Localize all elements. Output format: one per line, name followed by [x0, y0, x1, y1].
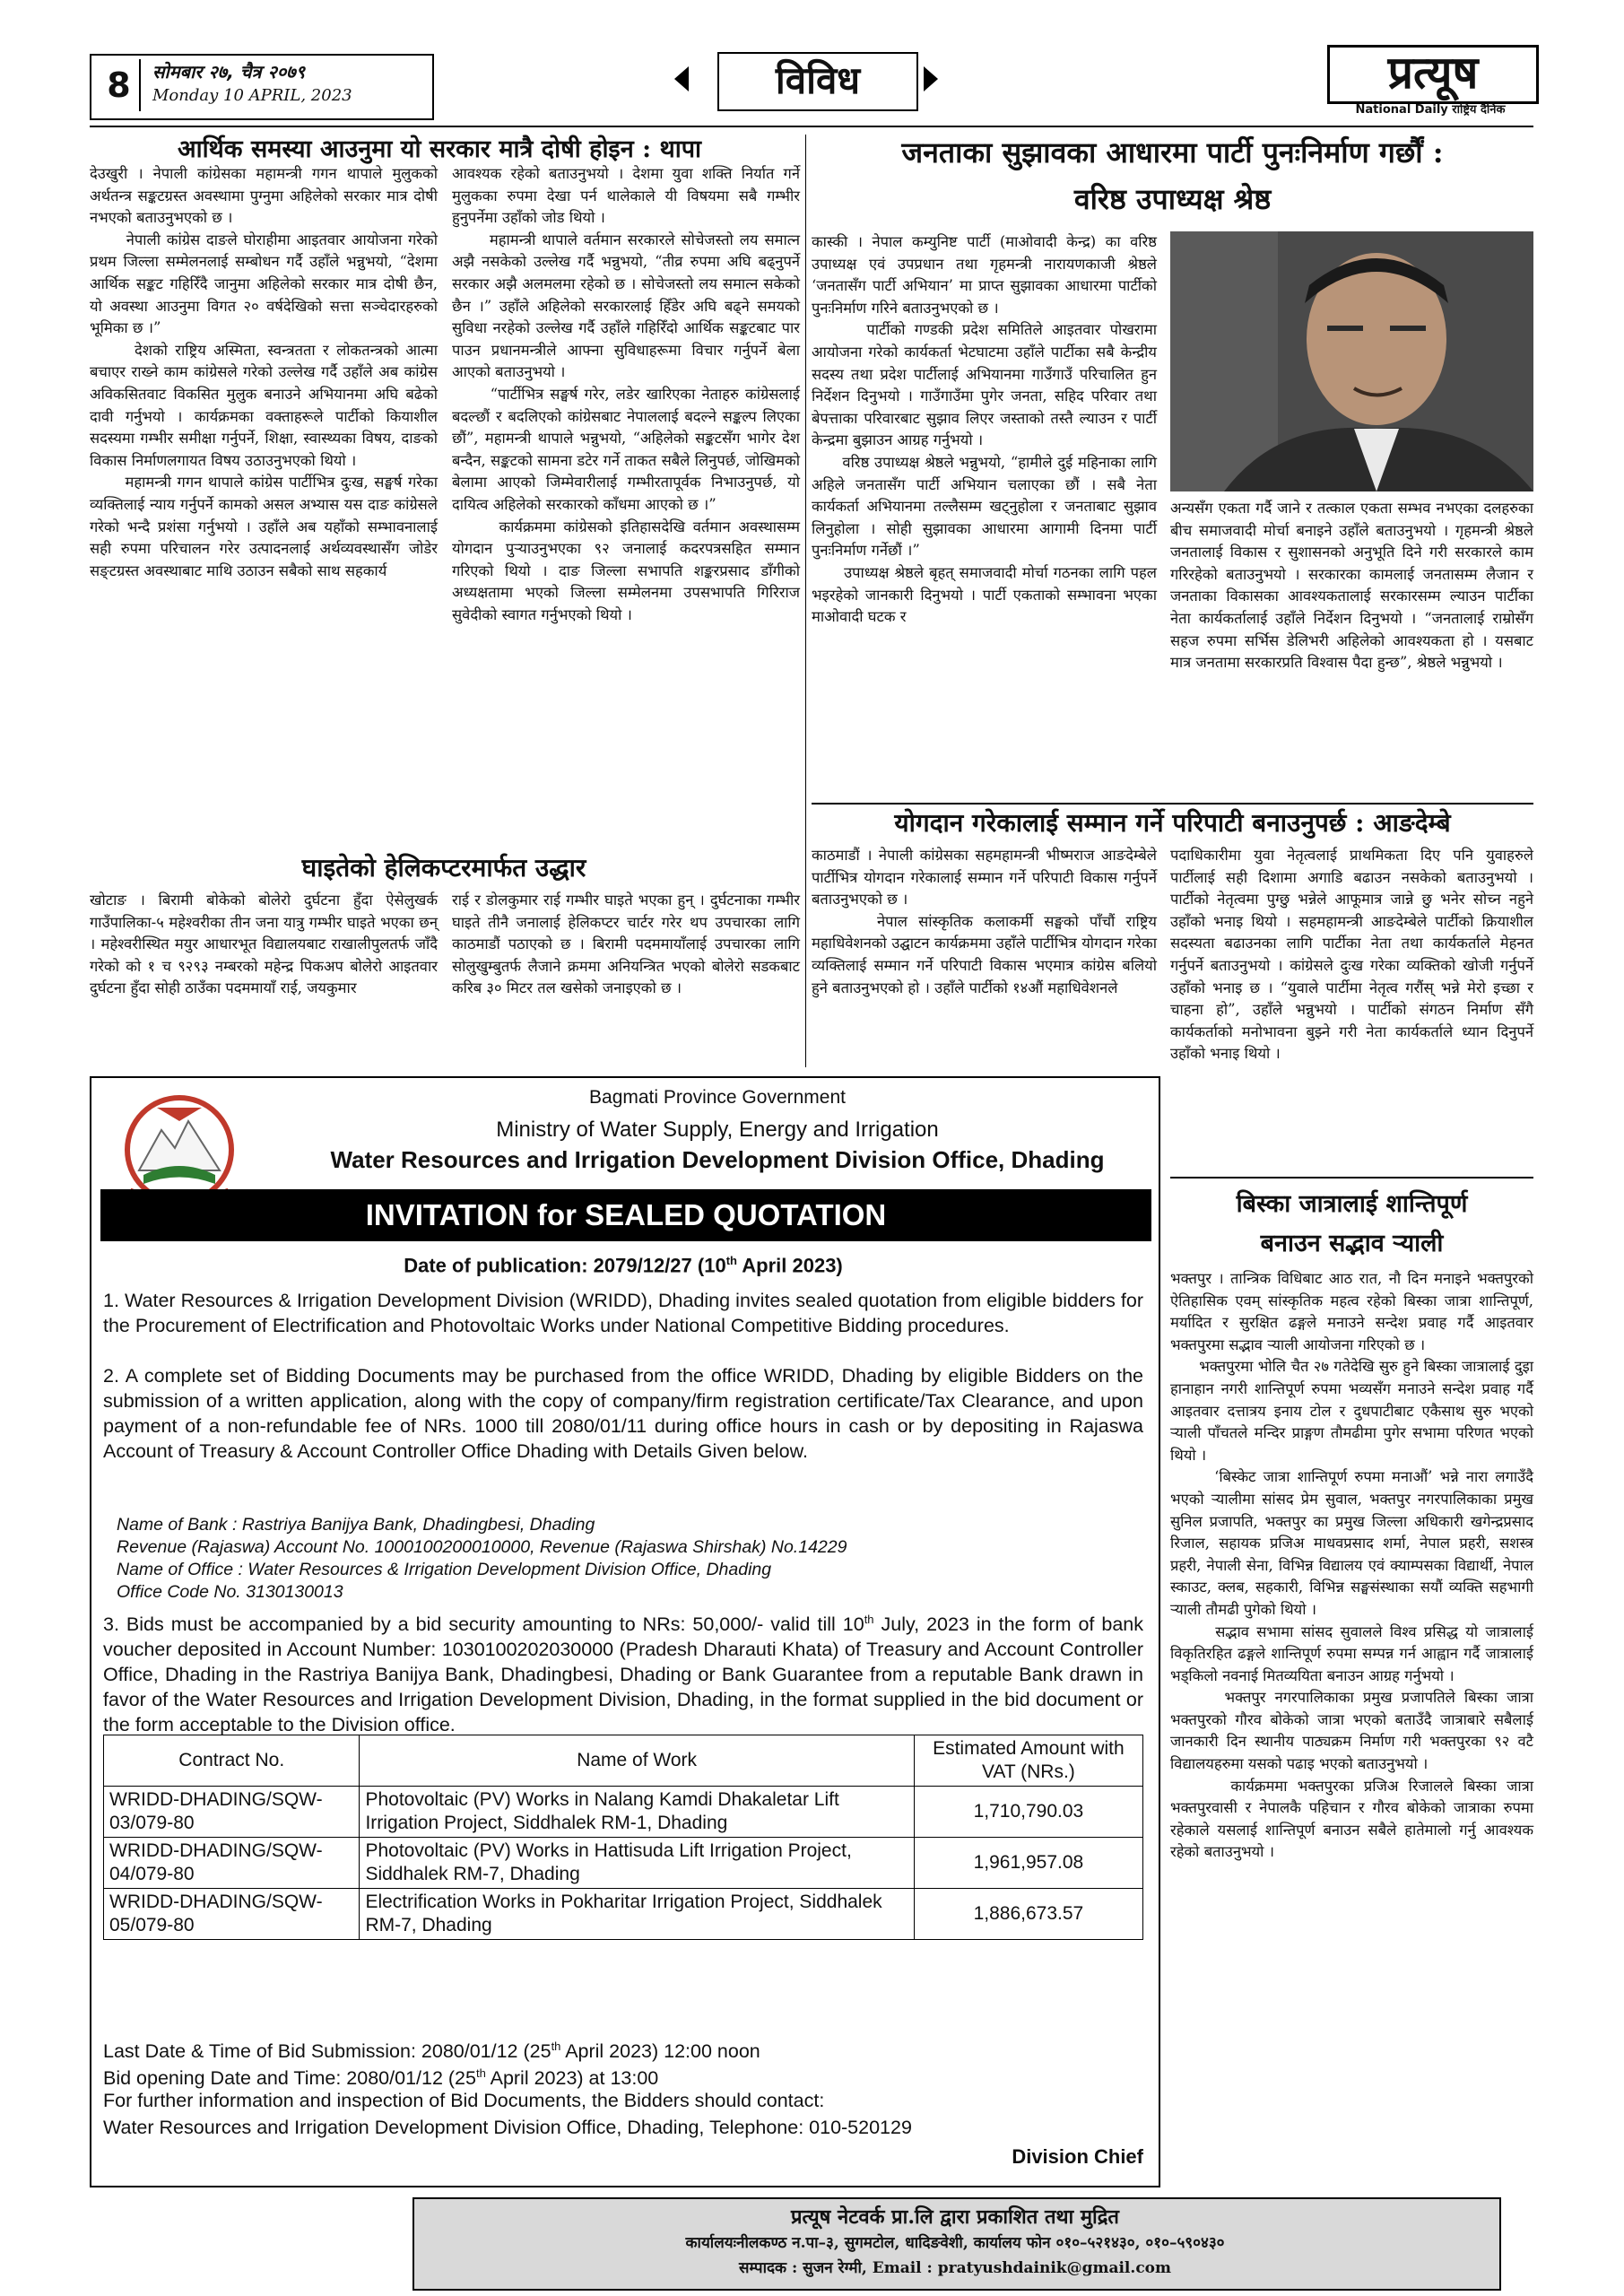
article3-headline: घाइतेको हेलिकप्टरमार्फत उद्धार — [301, 853, 586, 883]
table-header-work: Name of Work — [360, 1735, 914, 1787]
header-rule — [90, 126, 1533, 127]
article5-body: भक्तपुर । तान्त्रिक विधिबाट आठ रात, नौ दिन मनाइने भक्तपुरको ऐतिहासिक एवम् सांस्कृतिक महत्व रहेको बिस्का जात्रा शान्तिपूर्ण, मर्यादित र सुरक्षित ढङ्गले मनाउने सन्देश प्रवाह गर्दै आइतवार भक्तपुरमा सद्भाव र्‍याली आयोजना गरिएको छ । भक्तपुरमा भोलि चैत २७ गतेदेखि सुरु हुने बिस्का जात्रालाई दुइा हानाहान नगरी शान्तिपूर्ण रुपमा भव्यसँग मनाउने सन्देश प्रवाह गर्दै आइतवार दत्तात्रय इनाय टोल र दुधपाटीबाट एकैसाथ सुरु भएको र्‍याली पाँचतले मन्दिर प्राङ्गण तौमढीमा पुगेर सभामा परिणत भएको थियो । ‘बिस्केट जात्रा शान्तिपूर्ण रुपमा मनाऔं’ भन्ने नारा लगाउँदै भएको र्‍यालीमा सांसद प्रेम सुवाल, भक्तपुर नगरपालिकाका प्रमुख सुनिल प्रजापति, भक्तपुर का प्रमुख जिल्ला अधिकारी खगेन्द्रप्रसाद रिजाल, सहायक प्रजिअ माधवप्रसाद शर्मा, नेपाल प्रहरी, सशस्त्र प्रहरी, नेपाली सेना, विभिन्न विद्यालय एवं क्याम्पसका विद्यार्थी, नेपाल स्काउट, क्लब, सहकारी, विभिन्न सङ्घसंस्थाका सयौं व्यक्ति सहभागी र्‍याली तौमढी पुगेको थियो । सद्भाव सभामा सांसद सुवालले विश्व प्रसिद्ध यो जात्रालाई विकृतिरहित ढङ्गले शान्तिपूर्ण रुपमा सम्पन्न गर्न आह्वान गर्दै जात्रालाई भड्किलो नवनाई मितव्ययिता बनाउन आग्रह गर्नुभयो । भक्तपुर नगरपालिकाका प्रमुख प्रजापतिले बिस्का जात्रा भक्तपुरको गौरव बोकेको जात्रा भएको बताउँदै जात्राबारे सबैलाई जानकारी दिन स्थानीय पाठ्यक्रम निर्माण गरी भक्तपुरका ९२ वटै विद्यालयहरुमा यसको पढाइ भएको बताउनुभयो । कार्यक्रममा भक्तपुरका प्रजिअ रिजालले बिस्का जात्रा भक्तपुरवासी र नेपालकै पहिचान र गौरव बोकेको जात्राका रुपमा रहेकाले यसलाई शान्तिपूर्ण बनाउन सबैले हातेमालो गर्नु आवश्यक रहेको बताउनुभयो । — [1170, 1270, 1533, 1861]
table-header-contract: Contract No. — [104, 1735, 360, 1787]
date-english: Monday 10 APRIL, 2023 — [152, 86, 352, 105]
article1-headline: आर्थिक समस्या आउनुमा यो सरकार मात्रै दोषी होइन : थापा — [177, 135, 702, 163]
ad-paragraph-2: 2. A complete set of Bidding Documents may be purchased from the office WRIDD, Dhading by eligible Bidders on the submission of a written application, along with the copy of company/firm registration certificate/Tax Clearance, and upon payment of a non-refundable fee of NRs. 1000 till 2080/01/11 during office hours in cash or by depositing in Rajaswa Account of Treasury & Account Controller Office Dhading with Details Given below. — [103, 1365, 1143, 1462]
table-header-row — [104, 1735, 1143, 1787]
ad-contact: Water Resources and Irrigation Development Division Office, Dhading, Telephone: 010-520129 — [103, 2117, 912, 2138]
ad-office-code: Office Code No. 3130130013 — [117, 1582, 343, 1602]
article5-headline-line2: बनाउन सद्भाव र्‍याली — [1260, 1230, 1444, 1257]
newspaper-logo-subtitle: National Daily राष्ट्रिय दैनिक — [1355, 103, 1506, 117]
footer-address: कार्यालयःनीलकण्ठ न.पा–३, सुगमटोल, धादिङवेशी, कार्यालय फोन ०१०–५२१४३०, ०१०–५९०४३० — [685, 2234, 1225, 2252]
ad-ministry: Ministry of Water Supply, Energy and Irrigation — [496, 1118, 939, 1142]
date-nepali: सोमबार २७, चैत्र २०७९ — [152, 61, 306, 83]
column-divider — [805, 135, 806, 1067]
article2-bottom-rule — [812, 803, 1533, 804]
article2-headline-line2: वरिष्ठ उपाध्यक्ष श्रेष्ठ — [1073, 182, 1272, 216]
footer-publisher: प्रत्यूष नेटवर्क प्रा.लि द्वारा प्रकाशित तथा मुद्रित — [791, 2205, 1119, 2229]
section-title: विविध — [717, 52, 918, 111]
ad-paragraph-1: 1. Water Resources & Irrigation Development Division (WRIDD), Dhading invites sealed quotation from eligible bidders for the Procurement of Electrification and Photovoltaic Works under National Competitive Bidding procedures. — [103, 1290, 1143, 1336]
leader-photo — [1170, 231, 1533, 491]
right-arrow-icon — [924, 66, 938, 91]
table-row — [104, 1838, 1143, 1889]
footer-editor: सम्पादक : सुजन रेग्मी, Email : pratyushdainik@gmail.com — [739, 2259, 1171, 2277]
ad-last-submission: Last Date & Time of Bid Submission: 2080/01/12 (25th April 2023) 12:00 noon — [103, 2039, 760, 2063]
article3-column-2: राई र डोलकुमार राई गम्भीर घाइते भएका हुन् । दुर्घटनाका गम्भीर घाइते तीनै जनालाई हेलिकप्टर चार्टर गरेर थप उपचारका लागि काठमाडौं पठाएको छ । बिरामी पदममायाँलाई उपचारका लागि सोलुखुम्बुतर्फ लैजाने क्रममा अनियन्त्रित भएको बोलेरो सडकबाट करिब ३० मिटर तल खसेको जनाइएको छ । — [452, 891, 805, 997]
table-row — [104, 1889, 1143, 1940]
ad-paragraph-3: 3. Bids must be accompanied by a bid security amounting to NRs: 50,000/- valid till 10th July, 2023 in the form of bank voucher deposited in Account Number: 1030100202030000 (Pradesh Dharauti Khata) of Treasury and Account Controller Office, Dhading in the Rastriya Banijya Bank, Dhadingbesi, Dhading or Bank Guarantee from a reputable Bank drawn in favor of the Water Resources and Irrigation Development Division, Dhading, in the format supplied in the bid document or the form acceptable to the Division office. — [103, 1613, 1143, 1736]
article3-column-1: खोटाङ । बिरामी बोकेको बोलेरो दुर्घटना हुँदा ऐसेलुखर्क गाउँपालिका-५ महेश्वरीका तीन जना यात्रु गम्भीर घाइते भएका छन् । महेश्वरीस्थित मयुर आधारभूत विद्यालयबाट राखालीपुलतर्फ जाँदै गरेको को १ च ९२९३ नम्बरको महेन्द्र पिकअप बोलेरो आइतवार दुर्घटना हुँदा सोही ठाउँका पदममायाँ राई, जयकुमार — [90, 891, 443, 997]
ad-publication-date: Date of publication: 2079/12/27 (10th April 2023) — [404, 1254, 843, 1277]
work-name: Photovoltaic (PV) Works in Hattisuda Lift Irrigation Project, Siddhalek RM-7, Dhading — [360, 1838, 914, 1889]
contract-number: WRIDD-DHADING/SQW-04/079-80 — [104, 1838, 360, 1889]
page-number: 8 — [99, 59, 141, 111]
estimated-amount: 1,710,790.03 — [914, 1787, 1142, 1838]
article1-column-2: आवश्यक रहेको बताउनुभयो । देशमा युवा शक्ति निर्यात गर्ने मुलुकका रुपमा देखा पर्न थालेकाले यी विषयमा सबै गम्भीर हुनुपर्नेमा उहाँको जोड थियो । महामन्त्री थापाले वर्तमान सरकारले सोचेजस्तो लय समात्न अझै नसकेको उल्लेख गर्दै भन्नुभयो, “तीव्र रुपमा अघि बढ्नुपर्ने सरकार अझै अलमलमा रहेको छ । सोचेजस्तो लय समात्न सकेको छैन ।” उहाँले अहिलेको सरकारलाई हिँडेर अघि बढ्ने समयको सुविधा नरहेको उल्लेख गर्दै उहाँले गहिरिँदो आर्थिक सङ्कटबाट पार पाउन प्रधानमन्त्रीले आफ्ना सुविधाहरूमा विचार गर्नुपर्ने बेला आएको बताउनुभयो । “पार्टीभित्र सङ्घर्ष गरेर, लडेर खारिएका नेताहरु कांग्रेसलाई बदल्छौं र बदलिएको कांग्रेसबाट नेपाललाई बदल्ने सङ्कल्प लिएका छौं”, महामन्त्री थापाले भन्नुभयो, “अहिलेको सङ्कटसँग भागेर देश बन्दैन, सङ्कटको सामना डटेर गर्ने ताकत सबैले लिनुपर्छ, जोखिमको बेलामा आएको जिम्मेवारीलाई गम्भीरतापूर्वक निभाउनुपर्छ, यो दायित्व अहिलेको सरकारको काँधमा आएको छ ।” कार्यक्रममा कांग्रेसको इतिहासदेखि वर्तमान अवस्थासम्म योगदान पुऱ्याउनुभएका ९२ जनालाई कदरपत्रसहित सम्मान गरिएको थियो । दाङ जिल्ला सभापति शङ्करप्रसाद डाँगीको अध्यक्षतामा भएको जिल्ला सम्मेलनमा उपसभापति गिरिराज सुवेदीको स्वागत गर्नुभएको थियो । — [452, 165, 800, 623]
article5-top-rule — [1170, 1177, 1533, 1178]
estimated-amount: 1,886,673.57 — [914, 1889, 1142, 1940]
article1-column-1: देउखुरी । नेपाली कांग्रेसका महामन्त्री गगन थापाले मुलुकको अर्थतन्त्र सङ्कटग्रस्त अवस्थामा पुग्नुमा अहिलेको सरकार मात्र दोषी नभएको बताउनुभएको छ । नेपाली कांग्रेस दाङले घोराहीमा आइतवार आयोजना गरेको प्रथम जिल्ला सम्मेलनलाई सम्बोधन गर्दै उहाँले भन्नुभयो, “देशमा आर्थिक सङ्कट गहिरिँदै जानुमा अहिलेको सरकार मात्र दोषी छैन, यो अवस्था आउनुमा विगत २० वर्षदेखिको सत्ता सञ्चेदारहरुको भूमिका छ ।” देशको राष्ट्रिय अस्मिता, स्वन्त्रतता र लोकतन्त्रको आत्मा बचाएर राख्ने काम कांग्रेसले गरेको उल्लेख गर्दै उहाँले अब कांग्रेस अविकसितवाट विकसित मुलुक बनाउने अभियानमा अघि बढेको दावी गर्नुभयो । कार्यक्रमका वक्ताहरूले पार्टीको कियाशील सदस्यमा गम्भीर समीक्षा गर्नुपर्ने, शिक्षा, स्वास्थ्यका विषय, दाङको विकास निर्माणलगायत विषय उठाउनुभएको थियो । महामन्त्री गगन थापाले कांग्रेस पार्टीभित्र दुःख, सङ्घर्ष गरेका व्यक्तिलाई न्याय गर्नुपर्ने कामको असल अभ्यास यस दाङ कांग्रेसले गरेको भन्दै प्रशंसा गर्नुभयो । उहाँले अब यहाँको सम्भावनालाई सही रुपमा परिचालन गरेर उत्पादनलाई अर्थव्यवस्थासँग जोडेर सङ्टग्रस्त अवस्थाबाट माथि उठाउन सबैको साथ सहकार्य — [90, 165, 438, 579]
ad-bid-opening: Bid opening Date and Time: 2080/01/12 (25th April 2023) at 13:00 — [103, 2066, 659, 2090]
ad-banner-title: INVITATION for SEALED QUOTATION — [100, 1189, 1151, 1241]
contract-number: WRIDD-DHADING/SQW-05/079-80 — [104, 1889, 360, 1940]
article2-headline-line1: जनताका सुझावका आधारमा पार्टी पुनःनिर्माण गर्छौं : — [901, 135, 1444, 170]
ad-bank-name: Name of Bank : Rastriya Banijya Bank, Dhadingbesi, Dhading — [117, 1515, 595, 1535]
article4-headline: योगदान गरेकालाई सम्मान गर्ने परिपाटी बनाउनुपर्छ : आङदेम्बे — [894, 808, 1451, 838]
contract-number: WRIDD-DHADING/SQW-03/079-80 — [104, 1787, 360, 1838]
newspaper-logo: प्रत्यूष — [1327, 45, 1539, 104]
table-row — [104, 1787, 1143, 1838]
bid-table — [103, 1735, 1143, 1940]
ad-signature: Division Chief — [1012, 2145, 1143, 2168]
left-arrow-icon — [674, 66, 689, 91]
ad-office: Water Resources and Irrigation Development Division Office, Dhading — [330, 1146, 1105, 1173]
work-name: Electrification Works in Pokharitar Irrigation Project, Siddhalek RM-7, Dhading — [360, 1889, 914, 1940]
ad-further-info: For further information and inspection of Bid Documents, the Bidders should contact: — [103, 2090, 825, 2111]
estimated-amount: 1,961,957.08 — [914, 1838, 1142, 1889]
table-header-amount: Estimated Amount with VAT (NRs.) — [914, 1735, 1142, 1787]
ad-government: Bagmati Province Government — [589, 1087, 846, 1108]
work-name: Photovoltaic (PV) Works in Nalang Kamdi Dhakaletar Lift Irrigation Project, Siddhalek RM-1, Dhading — [360, 1787, 914, 1838]
ad-revenue-account: Revenue (Rajaswa) Account No. 1000100200010000, Revenue (Rajaswa Shirshak) No.14229 — [117, 1537, 847, 1557]
article2-column-1: कास्की । नेपाल कम्युनिष्ट पार्टी (माओवादी केन्द्र) का वरिष्ठ उपाध्यक्ष एवं उपप्रधान तथा गृहमन्त्री नारायणकाजी श्रेष्ठले ‘जनतासँग पार्टी अभियान’ मा प्राप्त सुझावका आधारमा पार्टीको पुनःनिर्माण गरिने बताउनुभएको छ । पार्टीको गण्डकी प्रदेश समितिले आइतवार पोखरामा आयोजना गरेको कार्यकर्ता भेटघाटमा उहाँले पार्टीका सबै केन्द्रीय सदस्य तथा प्रदेश पार्टीलाई अभियानमा गाउँगाउँ परिचालित हुन निर्देशन दिनुभयो । गाउँगाउँमा पुगेर जनता, सहिद परिवार तथा बेपत्ताका परिवारबाट सुझाव लिएर जस्ताको तस्तै ल्याउन र पार्टी केन्द्रमा बुझाउन आग्रह गर्नुभयो । वरिष्ठ उपाध्यक्ष श्रेष्ठले भन्नुभयो, “हामीले दुई महिनाका लागि अहिले जनतासँग पार्टी अभियान चलाएका छौं । सबै नेता कार्यकर्ता अभियानमा तल्लैसम्म खट्नुहोला र जनताबाट सुझाव लिनुहोला । सोही सुझावका आधारमा आगामी दिनमा पार्टी पुनःनिर्माण गर्नेछौं ।” उपाध्यक्ष श्रेष्ठले बृहत् समाजवादी मोर्चा गठनका लागि पहल भइरहेको जानकारी दिनुभयो । पार्टी एकताको सम्भावना भएका माओवादी घटक र — [812, 233, 1157, 626]
article5-headline-line1: बिस्का जात्रालाई शान्तिपूर्ण — [1236, 1190, 1468, 1218]
ad-office-name: Name of Office : Water Resources & Irrigation Development Division Office, Dhading — [117, 1560, 772, 1579]
portrait-illustration — [1170, 231, 1533, 491]
article2-column-2: अन्यसँग एकता गर्दै जाने र तत्काल एकता सम्भव नभएका दलहरुका बीच समाजवादी मोर्चा बनाइने उहाँले बताउनुभयो । गृहमन्त्री श्रेष्ठले जनतालाई विकास र सुशासनको अनुभूति दिने गरी सरकारले काम गरिरहेको बताउनुभयो । सरकारका कामलाई जनतासम्म लैजान र जनताका विकासका आवश्यकतालाई सरकारसम्म ल्याउन पार्टीका नेता कार्यकर्तालाई उहाँले निर्देशन दिनुभयो । “जनतालाई राम्रोसँग सहज रुपमा सर्भिस डेलिभरी अहिलेको आवश्यकता हो । यसबाट मात्र जनतामा सरकारप्रति विश्वास पैदा हुन्छ”, श्रेष्ठले भन्नुभयो । — [1170, 500, 1539, 672]
article4-column-2: पदाधिकारीमा युवा नेतृत्वलाई प्राथमिकता दिए पनि युवाहरुले पार्टीलाई सही दिशामा अगाडि बढाउन नसकेको बताउनुभयो । पार्टीको नेतृत्वमा पुग्छु भन्नेले आफूमात्र जान्ने छु भनेर सोच्न नहुने उहाँको भनाइ थियो । सहमहामन्त्री आङदेम्बेले पार्टीको क्रियाशील सदस्यता बढाउनका लागि पार्टीका नेता तथा कार्यकर्ताले मेहनत गर्नुपर्ने बताउनुभयो । कांग्रेसले दुःख गरेका व्यक्तिको खोजी गर्नुपर्ने उहाँको भनाइ छ । “युवाले पार्टीमा नेतृत्व गरौंस् भन्ने मेरो इच्छा र चाहना हो”, उहाँले भन्नुभयो । पार्टीको संगठन निर्माण सँगै कार्यकर्ताको मनोभावना बुझ्ने गरी नेता कार्यकर्ताले ध्यान दिनुपर्ने उहाँको भनाइ थियो । — [1170, 847, 1539, 1063]
article4-column-1: काठमाडौं । नेपाली कांग्रेसका सहमहामन्त्री भीष्मराज आङदेम्बेले पार्टीभित्र योगदान गरेकालाई सम्मान गर्ने परिपाटी विकास गर्नुपर्ने बताउनुभएको छ । नेपाल सांस्कृतिक कलाकर्मी सङ्घको पाँचौं राष्ट्रिय महाधिवेशनको उद्घाटन कार्यक्रममा उहाँले पार्टीभित्र योगदान गरेका व्यक्तिलाई सम्मान गर्ने परिपाटी विकास भएमात्र कांग्रेस बलियो हुने बताउनुभएको हो । उहाँले पार्टीको १४औं महाधिवेशनले — [812, 847, 1157, 996]
